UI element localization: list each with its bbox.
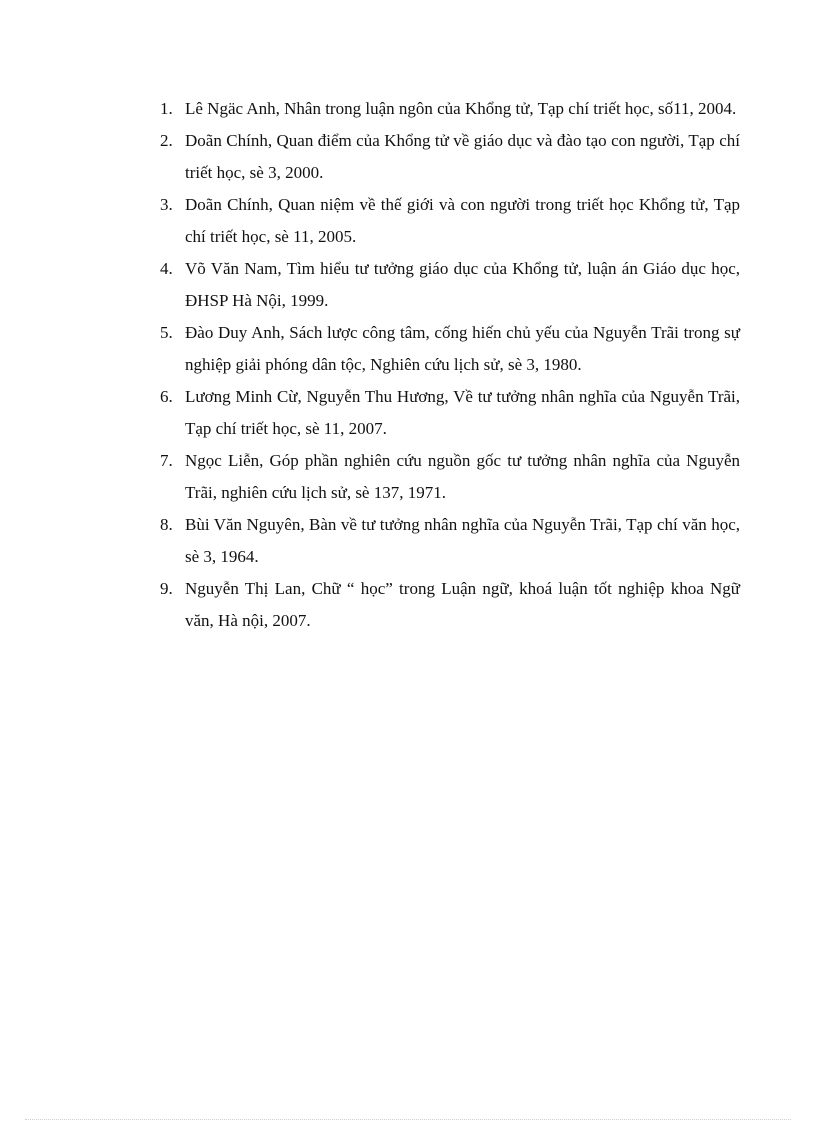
reference-item [160, 381, 740, 445]
reference-text: Ngọc Liễn, Góp phần nghiên cứu nguồn gốc tư tưởng nhân nghĩa của Nguyễn Trãi, nghiên cứu lịch sử, sè 137, 1971. [185, 451, 740, 502]
reference-text: Lương Minh Cừ, Nguyễn Thu Hương, Về tư tưởng nhân nghĩa của Nguyễn Trãi, Tạp chí triết học, sè 11, 2007. [185, 387, 740, 438]
reference-number: 6. [160, 387, 173, 406]
reference-text: Đào Duy Anh, Sách lược công tâm, cống hiến chủ yếu của Nguyễn Trãi trong sự nghiệp giải phóng dân tộc, Nghiên cứu lịch sử, sè 3, 1980. [185, 323, 740, 374]
reference-item [160, 125, 740, 189]
reference-number: 5. [160, 323, 173, 342]
reference-number: 2. [160, 131, 173, 150]
reference-number: 3. [160, 195, 173, 214]
reference-list [160, 93, 740, 637]
reference-number: 9. [160, 579, 173, 598]
reference-item [160, 317, 740, 381]
reference-item [160, 93, 740, 125]
reference-text: Doãn Chính, Quan điểm của Khổng tử về giáo dục và đào tạo con người, Tạp chí triết học, sè 3, 2000. [185, 131, 740, 182]
reference-number: 1. [160, 99, 173, 118]
footer-divider [25, 1119, 791, 1120]
reference-item [160, 509, 740, 573]
reference-number: 7. [160, 451, 173, 470]
reference-item [160, 253, 740, 317]
reference-text: Bùi Văn Nguyên, Bàn về tư tưởng nhân nghĩa của Nguyễn Trãi, Tạp chí văn học, sè 3, 1964. [185, 515, 740, 566]
reference-number: 8. [160, 515, 173, 534]
reference-text: Doãn Chính, Quan niệm về thế giới và con người trong triết học Khổng tử, Tạp chí triết học, sè 11, 2005. [185, 195, 740, 246]
reference-item [160, 445, 740, 509]
reference-text: Võ Văn Nam, Tìm hiểu tư tưởng giáo dục của Khổng tử, luận án Giáo dục học, ĐHSP Hà Nội, 1999. [185, 259, 740, 310]
reference-number: 4. [160, 259, 173, 278]
reference-item [160, 189, 740, 253]
reference-text: Lê Ngäc Anh, Nhân trong luận ngôn của Khổng tử, Tạp chí triết học, số11, 2004. [185, 99, 737, 118]
reference-item [160, 573, 740, 637]
reference-text: Nguyễn Thị Lan, Chữ “ học” trong Luận ngữ, khoá luận tốt nghiệp khoa Ngữ văn, Hà nội, 2007. [185, 579, 740, 630]
